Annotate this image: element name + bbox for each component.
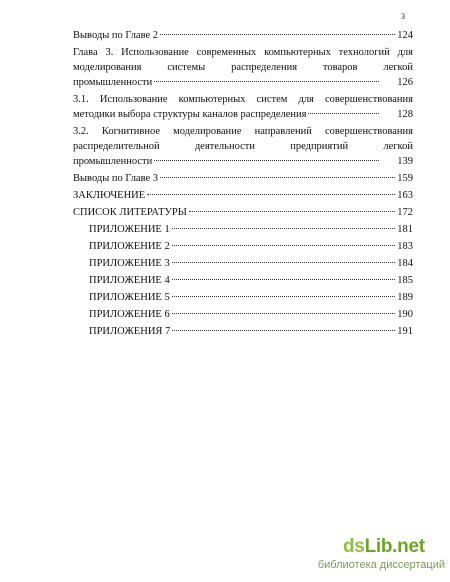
leader-dots: [172, 262, 396, 263]
toc-entry-line: промышленности: [73, 156, 153, 167]
toc-entry-line: промышленности: [73, 77, 153, 88]
toc-entry-appendix-1: [73, 222, 413, 237]
toc-entry-page: 163: [397, 190, 413, 201]
leader-dots: [172, 296, 396, 297]
toc-entry-page: 172: [397, 207, 413, 218]
leader-dots: [172, 279, 396, 280]
table-of-contents: [73, 28, 413, 341]
page-number: 3: [401, 12, 405, 21]
leader-dots: [189, 211, 395, 212]
toc-entry-conclusion: [73, 188, 413, 203]
toc-entry-line: 3.2. Когнитивное моделирование направлений совершенствования: [73, 126, 413, 137]
toc-entry-label: ПРИЛОЖЕНИЯ 7: [89, 326, 171, 337]
toc-entry-page: 139: [397, 156, 413, 167]
toc-entry-page: 191: [397, 326, 413, 337]
leader-dots: [160, 34, 395, 35]
toc-entry-page: 183: [397, 241, 413, 252]
toc-entry-line: методики выбора структуры каналов распределения: [73, 109, 307, 120]
toc-entry-line: моделирования системы распределения товаров легкой: [73, 62, 413, 73]
toc-entry-label: ПРИЛОЖЕНИЕ 3: [89, 258, 170, 269]
toc-entry-page: 126: [397, 77, 413, 88]
leader-dots: [172, 330, 395, 331]
toc-entry-page: 181: [397, 224, 413, 235]
toc-entry-label: СПИСОК ЛИТЕРАТУРЫ: [73, 207, 187, 218]
leader-dots: [154, 160, 379, 161]
toc-entry-page: 124: [397, 30, 413, 41]
toc-entry-line: 3.1. Использование компьютерных систем для совершенствования: [73, 94, 413, 105]
toc-entry-appendix-4: [73, 273, 413, 288]
toc-entry-label: ПРИЛОЖЕНИЕ 6: [89, 309, 170, 320]
toc-entry-page: 184: [397, 258, 413, 269]
toc-entry-page: 128: [397, 109, 413, 120]
toc-entry-label: ПРИЛОЖЕНИЕ 5: [89, 292, 170, 303]
logo-ds: ds: [343, 536, 365, 557]
toc-entry-page: 189: [397, 292, 413, 303]
toc-entry-appendix-6: [73, 307, 413, 322]
dslib-watermark[interactable]: [317, 536, 447, 576]
toc-entry-conclusions-chapter-2: [73, 28, 413, 43]
logo-lib: Lib: [364, 536, 393, 557]
leader-dots: [160, 177, 395, 178]
leader-dots: [172, 228, 396, 229]
toc-entry-appendix-5: [73, 290, 413, 305]
leader-dots: [172, 245, 396, 246]
toc-entry-label: Выводы по Главе 2: [73, 30, 159, 41]
leader-dots: [308, 113, 379, 114]
logo-net: .net: [392, 536, 425, 557]
dslib-logo[interactable]: [343, 536, 425, 558]
toc-entry-label: Выводы по Главе 3: [73, 173, 159, 184]
toc-entry-line: Глава 3. Использование современных компьютерных технологий для: [73, 47, 413, 58]
toc-entry-appendix-7: [73, 324, 413, 339]
toc-entry-label: ПРИЛОЖЕНИЕ 2: [89, 241, 170, 252]
leader-dots: [154, 81, 379, 82]
toc-entry-appendix-3: [73, 256, 413, 271]
leader-dots: [147, 194, 395, 195]
leader-dots: [172, 313, 396, 314]
toc-entry-page: 185: [397, 275, 413, 286]
toc-entry-chapter-3: [73, 45, 413, 90]
toc-entry-page: 159: [397, 173, 413, 184]
toc-entry-label: ПРИЛОЖЕНИЕ 4: [89, 275, 170, 286]
toc-entry-label: ПРИЛОЖЕНИЕ 1: [89, 224, 170, 235]
toc-entry-page: 190: [397, 309, 413, 320]
toc-entry-appendix-2: [73, 239, 413, 254]
toc-entry-line: распределительной деятельности предприятий легкой: [73, 141, 413, 152]
watermark-subtitle: библиотека диссертаций: [317, 559, 445, 571]
toc-entry-section-3-1: [73, 92, 413, 122]
toc-entry-section-3-2: [73, 124, 413, 169]
toc-entry-label: ЗАКЛЮЧЕНИЕ: [73, 190, 146, 201]
toc-entry-references: [73, 205, 413, 220]
toc-entry-conclusions-chapter-3: [73, 171, 413, 186]
